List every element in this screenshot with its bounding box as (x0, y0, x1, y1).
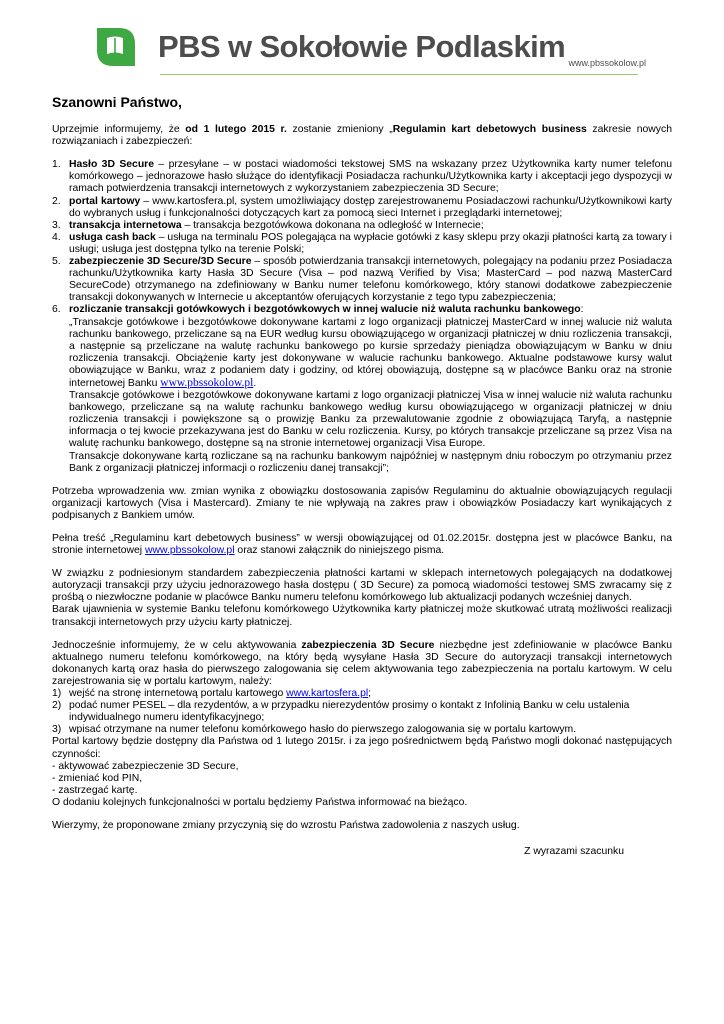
step-number: 2) (52, 700, 62, 712)
definitions-list (52, 159, 672, 474)
step-item (52, 688, 672, 700)
portal-action: - zastrzegać kartę. (52, 784, 138, 796)
future-info: O dodaniu kolejnych funkcjonalności w portalu będziemy Państwa informować na bieżąco. (52, 796, 468, 808)
definition-term: transakcja internetowa (69, 219, 182, 231)
regulation-title: Regulamin kart debetowych business (392, 124, 587, 136)
definition-term: usługa cash back (69, 231, 156, 243)
bank-name: PBS w Sokołowie Podlaskim (158, 29, 566, 64)
intro-text-end: zakresie nowych rozwiązaniach i zabezpieczeń: (52, 124, 672, 148)
definition-text: – przesyłane – w postaci wiadomości tekstowej SMS na wskazany przez Użytkownika karty numer telefonu komórkowego – jednorazowe hasło służące do identyfikacji Posiadacza rachunku/Użytkownika karty i akceptacji jego dyspozycji w ramach potwierdzenia transakcji internetowych z wykorzystaniem zabezpieczenia 3D Secure; (69, 159, 673, 195)
item-number: 5. (52, 256, 61, 268)
settlement-text: Transakcje dokonywane kartą rozliczane są na rachunku bankowym najpóźniej w następnym dniu roboczym po otrzymaniu przez Bank z organizacji płatniczej informacji o rozliczeniu danej transakcji”; (69, 450, 672, 474)
letter-body (52, 96, 672, 858)
step-text: wpisać otrzymane na numer telefonu komórkowego hasło do pierwszego zalogowania się w portalu kartowym. (69, 724, 577, 736)
step-number: 3) (52, 724, 62, 736)
activation-text-start: Jednocześnie informujemy, że w celu aktywowania (52, 639, 302, 651)
definition-item (52, 196, 672, 220)
step-text-end: ; (368, 688, 372, 700)
item-number: 3. (52, 219, 61, 231)
security-paragraph: W związku z podniesionym standardem zabezpieczenia płatności kartami w sklepach internetowych polegających na dodatkowej autoryzacji transakcji przy użyciu jednorazowego hasła dostępu ( 3D Secure) za pomocą wiadomości testowej SMS zwracamy się z prośbą o niezwłoczne podanie w placówce Banku numeru telefonu komórkowego lub aktualizacji podanych wcześniej danych. (52, 568, 672, 604)
definition-text: – usługa na terminalu POS polegająca na wypłacie gotówki z kasy sklepu przy okazji płatności kartą za towary i usługi; usługa jest dostępna tylko na terenie Polski; (69, 231, 672, 255)
step-text: podać numer PESEL – dla rezydentów, a w przypadku nierezydentów prosimy o kontakt z Infolinią Banku w celu ustalenia indywidualnego numeru identyfikacyjnego; (69, 700, 630, 724)
definition-term: zabezpieczenie 3D Secure/3D Secure (69, 256, 252, 268)
definition-term: portal kartowy (69, 195, 141, 207)
activation-paragraph (52, 640, 672, 688)
visa-text: Transakcje gotówkowe i bezgotówkowe dokonywane kartami z logo organizacji płatniczej Visa w innej walucie niż waluta rachunku bankowego, przeliczane są na walutę rachunku bankowego według kursu obowiązującego w organizacji płatniczej w dniu rozliczenia transakcji i powiększone są o prowizję Banku za przewalutowanie zgodnie z obowiązującą Taryfą, a następnie informacja o tej kwocie przekazywana jest do Banku w celu rozliczenia. Kursy, po których transakcje przeliczane są przez Visa na walutę rachunku bankowego, dostępne są na stronie internetowej organizacji Visa Europe. (69, 390, 672, 450)
definition-item (52, 232, 672, 256)
step-item (52, 724, 672, 736)
definition-text: – sposób potwierdzania transakcji internetowych, polegający na podaniu przez Posiadacza rachunku/Użytkownika karty Hasła 3D Secure (Visa – pod nazwą Verified by Visa; MasterCard – pod nazwą MasterCard SecureCode) otrzymanego na zdefiniowany w Banku numer telefonu komórkowego, który stanowi dodatkowe zabezpieczenie transakcji dokonywanych w Internecie u akceptantów oferujących korzystanie z tego typu zabezpieczenia; (69, 256, 673, 304)
definition-colon: : (580, 304, 584, 316)
step-number: 1) (52, 688, 62, 700)
definition-item (52, 220, 672, 232)
header-divider (160, 74, 638, 75)
effective-date: od 1 lutego 2015 r. (185, 124, 287, 136)
bank-logo-icon (93, 26, 141, 68)
registration-steps (52, 688, 672, 736)
item-number: 1. (52, 159, 61, 171)
full-text-paragraph (52, 533, 672, 557)
intro-text-start: Uprzejmie informujemy, że (52, 124, 186, 136)
mastercard-text: „Transakcje gotówkowe i bezgotówkowe dokonywane kartami z logo organizacji płatniczej MasterCard w innej walucie niż waluta rachunku bankowego, przeliczane są na EUR według kursu obowiązującego w organizacji płatniczej w dniu rozliczenia transakcji, a następnie są przeliczane na walutę rachunku bankowego po kursie sprzedaży pieniądza obowiązującym w Banku w dniu rozliczenia transakcji. Obciążenie karty jest dokonywane w walucie rachunku bankowego. Aktualne podstawowe kursy walut obowiązujące w Banku, wraz z podaniem daty i godziny, od której obowiązują, dostępne są w placówce Banku oraz na stronie internetowej Banku (69, 316, 672, 389)
letterhead (0, 0, 724, 80)
greeting: Szanowni Państwo, (52, 94, 182, 110)
need-paragraph: Potrzeba wprowadzenia ww. zmian wynika z obowiązku dostosowania zapisów Regulaminu do aktualnie obowiązujących regulacji organizacji kartowych (Visa i Mastercard). Zmiany te nie wpływają na zakres praw i obowiązków Posiadaczy kart wynikających z podpisanych z Bankiem umów. (52, 485, 672, 521)
definition-text: – www.kartosfera.pl, system umożliwiający dostęp zarejestrowanemu Posiadaczowi rachunku/Użytkownikowi karty do wybranych usług i funkcjonalności dotyczących kart za pomocą sieci Internet i przeglądarki internetowej; (69, 195, 672, 219)
step-text: wejść na stronę internetową portalu kartowego (69, 688, 287, 700)
item-number: 4. (52, 231, 61, 243)
item-number: 6. (52, 304, 61, 316)
closing-hope: Wierzymy, że proponowane zmiany przyczynią się do wzrostu Państwa zadowolenia z naszych usług. (52, 819, 520, 831)
mastercard-text-end: . (253, 377, 257, 389)
item-number: 2. (52, 195, 61, 207)
definition-term: Hasło 3D Secure (69, 159, 155, 171)
intro-text-mid: zostanie zmieniony „ (286, 124, 393, 136)
signoff: Z wyrazami szacunku (524, 846, 624, 858)
step-item (52, 700, 672, 724)
bank-website[interactable]: www.pbssokolow.pl (568, 58, 646, 68)
definition-term: rozliczanie transakcji gotówkowych i bezgotówkowych w innej walucie niż waluta rachunku bankowego (69, 304, 581, 316)
activation-text-end: niezbędne jest zdefiniowanie w placówce Banku aktualnego numeru telefonu komórkowego, na który będą wysyłane Hasła 3D Secure do autoryzacji transakcji internetowych dokonanych kartą oraz hasła do pierwszego zalogowania się celem aktywowania tego zabezpieczenia na portalu kartowym. W celu zarejestrowania się w portalu kartowym, należy: (52, 639, 672, 687)
definition-text: – transakcja bezgotówkowa dokonana na odległość w Internecie; (181, 219, 484, 231)
portal-action: - aktywować zabezpieczenie 3D Secure, (52, 760, 239, 772)
no-phone-paragraph: Barak ujawnienia w systemie Banku telefonu komórkowego Użytkownika karty płatniczej może skutkować utratą możliwości realizacji transakcji internetowych przy użyciu karty płatniczej. (52, 604, 672, 628)
portal-intro: Portal kartowy będzie dostępny dla Państwa od 1 lutego 2015r. i za jego pośrednictwem będą Państwo mogli dokonać następujących czynności: (52, 736, 672, 760)
full-text-start: Pełna treść „Regulaminu kart debetowych business” w wersji obowiązującej od 01.02.2015r. dostępna jest w placówce Banku, na stronie internetowej (52, 533, 672, 557)
activation-term: zabezpieczenia 3D Secure (301, 639, 435, 651)
definition-item-currency (52, 304, 672, 474)
bank-website-link[interactable]: www.pbssokolow.pl (145, 545, 235, 557)
full-text-end: oraz stanowi załącznik do niniejszego pisma. (234, 545, 445, 557)
portal-action: - zmieniać kod PIN, (52, 772, 143, 784)
definition-item (52, 159, 672, 195)
intro-paragraph (52, 124, 672, 148)
definition-item (52, 256, 672, 304)
bank-website-link[interactable]: www.pbssokolow.pl (160, 376, 254, 389)
kartosfera-link[interactable]: www.kartosfera.pl (286, 688, 369, 700)
